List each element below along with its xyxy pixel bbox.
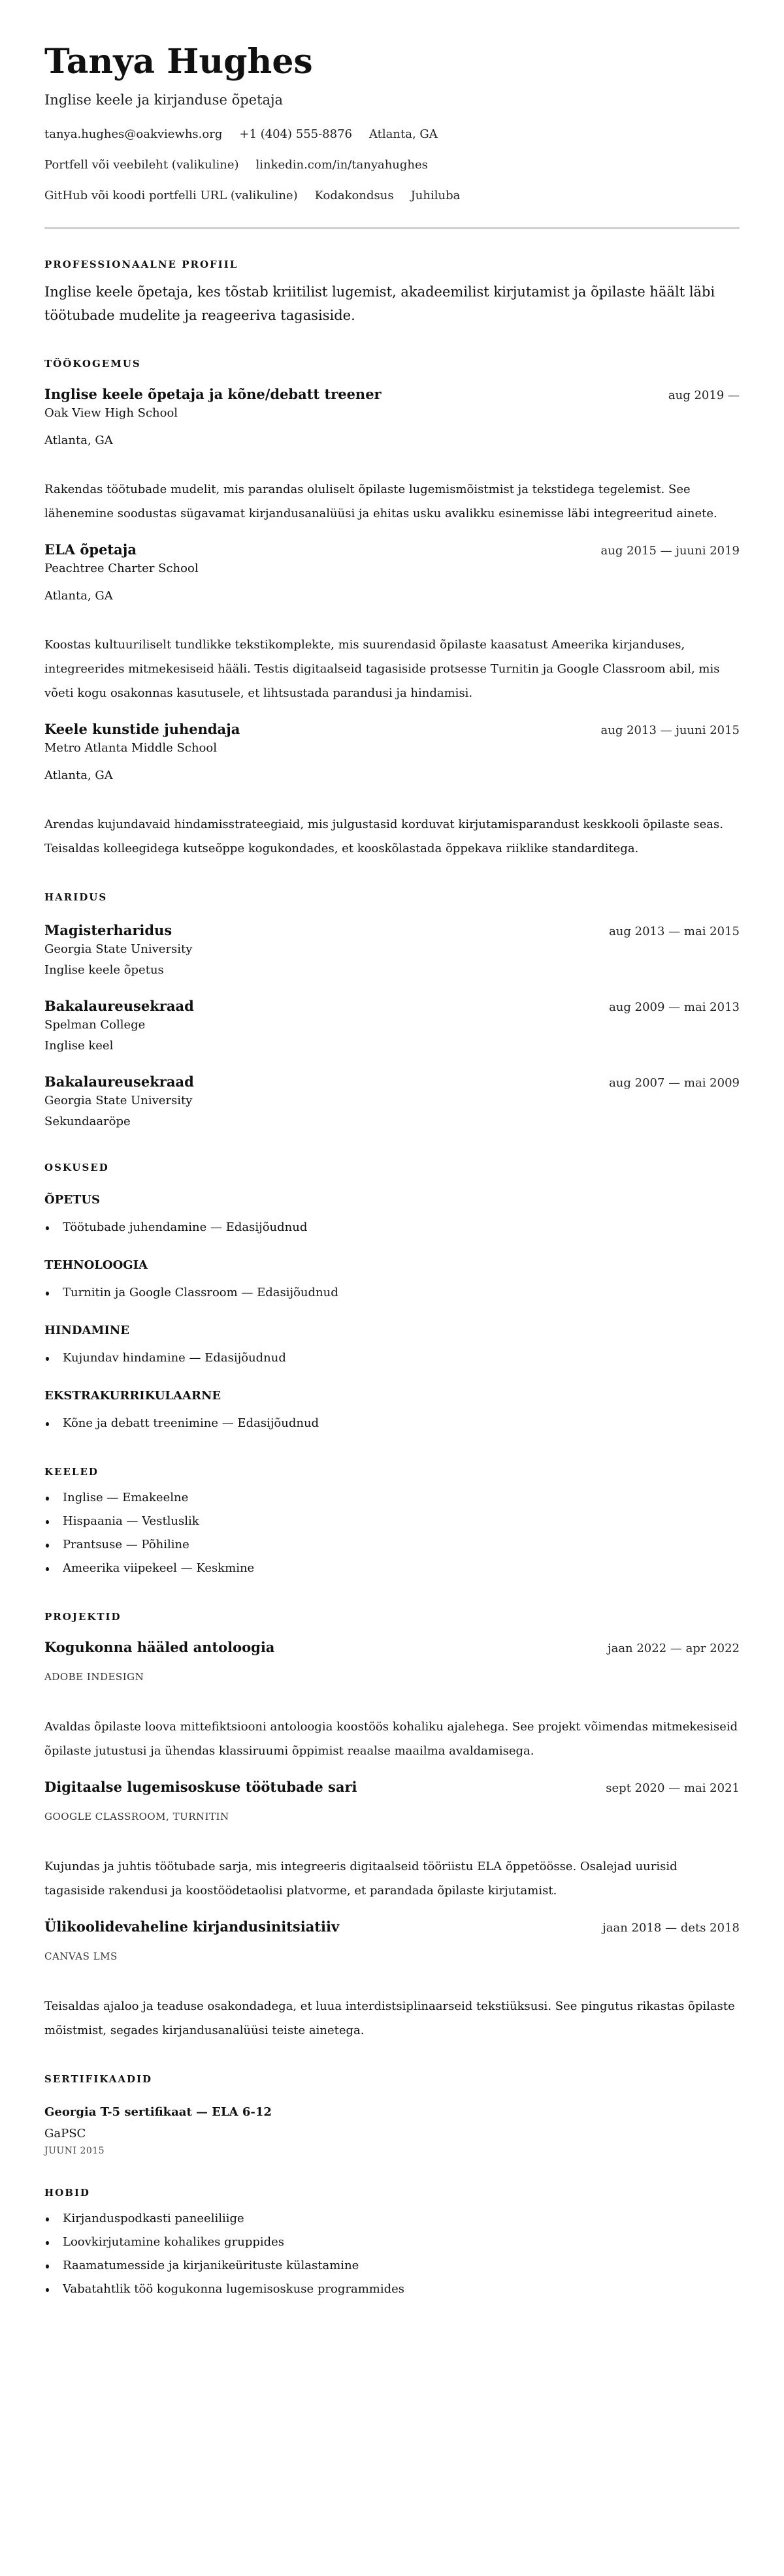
skill-list (44, 1281, 740, 1305)
entry-date: aug 2009 — mai 2013 (609, 1000, 740, 1014)
contact-row (44, 157, 740, 173)
skill-item: Kujundav hindamine — Edasijõudnud (44, 1346, 740, 1370)
field-of-study: Inglise keele õpetus (44, 963, 164, 977)
contact-row (44, 188, 740, 204)
skill-list (44, 1216, 740, 1239)
hobby-item: Kirjanduspodkasti paneeliliige (44, 2207, 740, 2231)
section-heading: TÖÖKOGEMUS (44, 358, 141, 370)
profile-text: Inglise keele õpetaja, kes tõstab kriitilist lugemist, akadeemilist kirjutamist ja õpilaste häält läbi töötubade mudelite ja reageeriva tagasiside. (44, 284, 715, 323)
project-title: Digitaalse lugemisoskuse töötubade sari (44, 1779, 357, 1795)
language-item: Prantsuse — Põhiline (44, 1533, 740, 1557)
skill-item: Kõne ja debatt treenimine — Edasijõudnud (44, 1412, 740, 1435)
degree: Bakalaureusekraad (44, 998, 194, 1014)
entry-header (44, 385, 740, 404)
skill-list (44, 1412, 740, 1435)
entry-header (44, 1072, 740, 1092)
certificate-issuer: GaPSC (44, 2127, 86, 2140)
project-description: Avaldas õpilaste loova mittefiktsiooni antoloogia koostöös kohaliku ajalehega. See projekt võimendas mitmekesiseid õpilaste jutustusi ja ühendas klassiruumi õppimist reaalse maailma avaldamisega. (44, 1720, 738, 1758)
section-heading: PROFESSIONAALNE PROFIIL (44, 259, 238, 270)
resume-header (44, 38, 740, 204)
project-title: Kogukonna hääled antoloogia (44, 1639, 275, 1655)
contact-info (44, 127, 740, 204)
entry-header (44, 1917, 740, 1937)
project-entry (44, 1777, 740, 1903)
entry-location: Atlanta, GA (44, 589, 113, 603)
section-heading: PROJEKTID (44, 1611, 122, 1623)
field-of-study: Sekundaaröpe (44, 1115, 131, 1128)
entry-date: aug 2015 — juuni 2019 (600, 544, 740, 558)
entry-header (44, 996, 740, 1016)
location: Atlanta, GA (369, 127, 438, 141)
section-heading: SERTIFIKAADID (44, 2073, 153, 2085)
project-entry (44, 1917, 740, 2043)
hobby-item: Raamatumesside ja kirjanikeürituste külastamine (44, 2254, 740, 2278)
language-item: Ameerika viipekeel — Keskmine (44, 1557, 740, 1580)
skill-group-heading: ÕPETUS (44, 1193, 101, 1207)
entry-header (44, 540, 740, 560)
drivers-license: Juhiluba (410, 189, 461, 202)
job-title: Inglise keele ja kirjanduse õpetaja (44, 92, 284, 108)
skill-list (44, 1346, 740, 1370)
profile-section (44, 258, 740, 327)
entry-title: ELA õpetaja (44, 541, 137, 558)
name: Tanya Hughes (44, 42, 313, 82)
project-title: Ülikoolidevaheline kirjandusinitsiatiiv (44, 1918, 340, 1935)
entry-location: Atlanta, GA (44, 434, 113, 447)
education-entry (44, 1072, 740, 1131)
projects-section (44, 1610, 740, 2043)
languages-list (44, 1486, 740, 1580)
entry-date: aug 2007 — mai 2009 (609, 1076, 740, 1090)
hobby-item: Loovkirjutamine kohalikes gruppides (44, 2231, 740, 2254)
entry-description: Koostas kultuuriliselt tundlikke tekstikomplekte, mis suurendasid õpilaste kaasatust Ameerika kirjanduses, integreerides mitmekesiseid hääli. Testis digitaalseid tagasiside protsesse Turnitin ja Google Classroom abil, mis võeti kogu osakonnas kasutusele, et lihtsustada parandusi ja hindamisi. (44, 638, 720, 700)
section-heading: HOBID (44, 2187, 90, 2199)
school: Georgia State University (44, 1094, 193, 1107)
github: GitHub või koodi portfelli URL (valikuline) (44, 189, 298, 202)
linkedin-link[interactable]: linkedin.com/in/tanyahughes (255, 158, 428, 172)
hobby-item: Vabatahtlik töö kogukonna lugemisoskuse programmides (44, 2278, 740, 2301)
project-description: Kujundas ja juhtis töötubade sarja, mis integreeris digitaalseid tööriistu ELA õppetöösse. Osalejad uurisid tagasiside rakendusi ja koostöödetaolisi platvorme, et parandada õpilaste kirjutamist. (44, 1860, 678, 1898)
hobbies-list (44, 2207, 740, 2301)
contact-row (44, 127, 740, 142)
education-section (44, 891, 740, 1131)
skill-item: Töötubade juhendamine — Edasijõudnud (44, 1216, 740, 1239)
degree: Magisterharidus (44, 922, 172, 938)
entry-description: Rakendas töötubade mudelit, mis parandas oluliselt õpilaste lugemismõistmist ja tekstidega tegelemist. See lähenemine soodustas sügavamat kirjandusanalüüsi ja ehitas usku avalikku esinemisse läbi integreeritud ainete. (44, 483, 717, 520)
project-technologies: CANVAS LMS (44, 1950, 118, 1962)
skill-group-heading: TEHNOLOOGIA (44, 1258, 148, 1272)
portfolio: Portfell või veebileht (valikuline) (44, 158, 239, 172)
certificate-title: Georgia T-5 sertifikaat — ELA 6-12 (44, 2105, 272, 2119)
citizenship: Kodakondsus (314, 189, 394, 202)
entry-header (44, 1638, 740, 1657)
entry-header (44, 921, 740, 940)
language-item: Inglise — Emakeelne (44, 1486, 740, 1510)
hobbies-section (44, 2186, 740, 2301)
experience-entry (44, 385, 740, 526)
project-description: Teisaldas ajaloo ja teaduse osakondadega, et luua interdistsiplinaarseid tekstiüksusi. See pingutus rikastas õpilaste mõistmist, segades kirjandusanalüüsi teiste ainetega. (44, 1999, 735, 2037)
experience-entry (44, 540, 740, 705)
school: Georgia State University (44, 942, 193, 956)
degree: Bakalaureusekraad (44, 1073, 194, 1090)
entry-location: Atlanta, GA (44, 769, 113, 782)
entry-title: Keele kunstide juhendaja (44, 721, 240, 737)
entry-header (44, 1777, 740, 1797)
field-of-study: Inglise keel (44, 1039, 114, 1053)
experience-section (44, 357, 740, 861)
project-technologies: GOOGLE CLASSROOM, TURNITIN (44, 1811, 229, 1822)
school: Spelman College (44, 1018, 146, 1032)
entry-date: sept 2020 — mai 2021 (606, 1781, 740, 1795)
entry-date: aug 2013 — juuni 2015 (600, 724, 740, 737)
certificate-date: JUUNI 2015 (44, 2146, 105, 2156)
skill-group-heading: EKSTRAKURRIKULAARNE (44, 1389, 221, 1403)
education-entry (44, 996, 740, 1055)
entry-header (44, 720, 740, 739)
skill-item: Turnitin ja Google Classroom — Edasijõudnud (44, 1281, 740, 1305)
entry-organization: Oak View High School (44, 406, 178, 420)
education-entry (44, 921, 740, 979)
phone: +1 (404) 555-8876 (239, 127, 352, 141)
experience-entry (44, 720, 740, 861)
skill-group-heading: HINDAMINE (44, 1324, 129, 1337)
languages-section (44, 1465, 740, 1580)
entry-description: Arendas kujundavaid hindamisstrateegiaid, mis julgustasid korduvat kirjutamisparandust keskkooli õpilaste seas. Teisaldas kolleegidega kutseõppe kogukondades, et kooskõlastada õppekava riiklike standarditega. (44, 818, 723, 855)
entry-date: jaan 2022 — apr 2022 (608, 1642, 740, 1655)
entry-organization: Metro Atlanta Middle School (44, 741, 217, 755)
project-entry (44, 1638, 740, 1763)
section-heading: OSKUSED (44, 1162, 109, 1173)
entry-organization: Peachtree Charter School (44, 562, 199, 575)
entry-date: jaan 2018 — dets 2018 (602, 1921, 740, 1935)
divider (44, 227, 740, 229)
entry-date: aug 2019 — (668, 389, 740, 402)
email: tanya.hughes@oakviewhs.org (44, 127, 223, 141)
section-heading: KEELED (44, 1466, 99, 1478)
language-item: Hispaania — Vestluslik (44, 1510, 740, 1533)
certificates-section (44, 2073, 740, 2156)
entry-title: Inglise keele õpetaja ja kõne/debatt treener (44, 386, 382, 402)
skills-section (44, 1161, 740, 1435)
project-technologies: ADOBE INDESIGN (44, 1671, 144, 1683)
entry-date: aug 2013 — mai 2015 (609, 925, 740, 938)
section-heading: HARIDUS (44, 891, 108, 903)
